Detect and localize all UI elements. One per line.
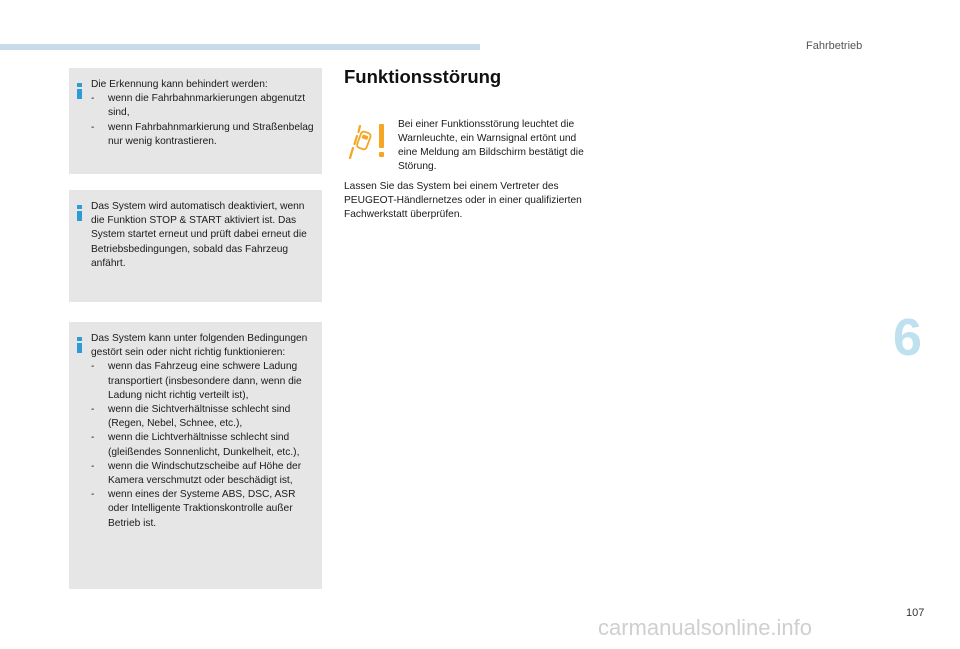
box1-intro: Die Erkennung kann behindert werden:	[91, 79, 268, 90]
list-item: - wenn die Windschutzscheibe auf Höhe der Kamera verschmutzt oder beschädigt ist,	[91, 460, 316, 488]
list-item: - wenn das Fahrzeug eine schwere Ladung transportiert (insbesondere dann, wenn die Ladung nicht richtig verteilt ist),	[91, 360, 316, 403]
list-item: - wenn eines der Systeme ABS, DSC, ASR oder Intelligente Traktionskontrolle außer Betrieb ist.	[91, 488, 316, 531]
info-icon	[77, 83, 82, 99]
info-box-detection	[69, 68, 322, 174]
list-item: - wenn die Fahrbahnmarkierungen abgenutzt sind,	[91, 92, 316, 120]
box3-item: wenn das Fahrzeug eine schwere Ladung transportiert (insbesondere dann, wenn die Ladung nicht richtig verteilt ist),	[108, 361, 302, 401]
info-box-conditions	[69, 322, 322, 589]
box2-text: Das System wird automatisch deaktiviert, wenn die Funktion STOP & START aktiviert ist. Das System startet erneut und prüft dabei erneut die Betriebsbedingungen, sobald das Fahrzeug anfährt.	[91, 201, 307, 269]
page-number: 107	[906, 607, 925, 619]
box1-item: wenn die Fahrbahnmarkierungen abgenutzt sind,	[108, 93, 306, 119]
box3-item: wenn eines der Systeme ABS, DSC, ASR oder Intelligente Traktionskontrolle außer Betrieb ist.	[108, 489, 296, 529]
malfunction-description: Bei einer Funktionsstörung leuchtet die Warnleuchte, ein Warnsignal ertönt und eine Meldung am Bildschirm bestätigt die Störung.	[398, 119, 584, 172]
info-icon	[77, 337, 82, 353]
service-instruction: Lassen Sie das System bei einem Vertreter des PEUGEOT-Händlernetzes oder in einer qualifizierten Fachwerkstatt überprüfen.	[344, 181, 582, 220]
watermark: carmanualsonline.info	[598, 615, 813, 640]
info-box-deactivation	[69, 190, 322, 302]
list-item: - wenn die Sichtverhältnisse schlecht sind (Regen, Nebel, Schnee, etc.),	[91, 403, 316, 431]
box3-item: wenn die Lichtverhältnisse schlecht sind (gleißendes Sonnenlicht, Dunkelheit, etc.),	[108, 432, 300, 458]
header-bar	[0, 44, 480, 50]
box3-item: wenn die Windschutzscheibe auf Höhe der Kamera verschmutzt oder beschädigt ist,	[108, 460, 302, 487]
box3-intro: Das System kann unter folgenden Bedingungen gestört sein oder nicht richtig funktionieren:	[91, 333, 308, 359]
page-title: Funktionsstörung	[344, 66, 502, 87]
list-item: - wenn die Lichtverhältnisse schlecht sind (gleißendes Sonnenlicht, Dunkelheit, etc.),	[91, 431, 316, 459]
box1-item: wenn Fahrbahnmarkierung und Straßenbelag nur wenig kontrastieren.	[108, 121, 314, 147]
list-item: - wenn Fahrbahnmarkierung und Straßenbelag nur wenig kontrastieren.	[91, 121, 316, 149]
lane-warning-icon	[344, 120, 392, 162]
box3-item: wenn die Sichtverhältnisse schlecht sind (Regen, Nebel, Schnee, etc.),	[108, 404, 291, 430]
chapter-number: 6	[893, 309, 922, 367]
info-icon	[77, 205, 82, 221]
section-title: Fahrbetrieb	[806, 40, 863, 52]
